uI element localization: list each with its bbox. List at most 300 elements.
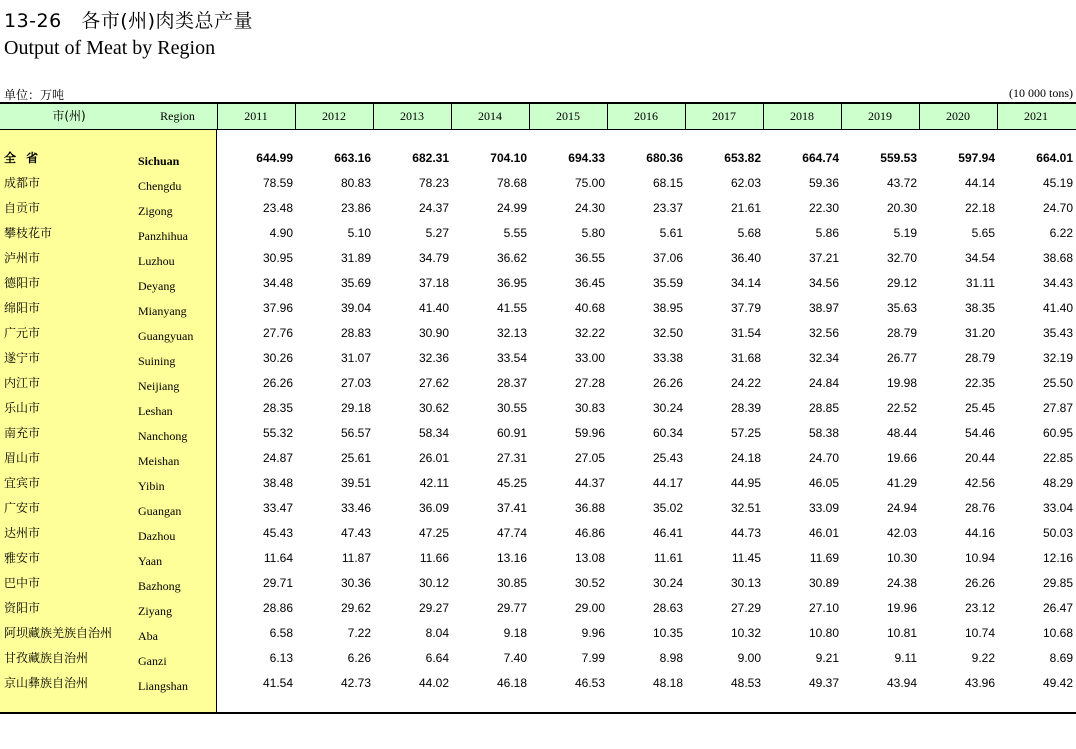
value-cell-2014: 46.18 [496,676,527,690]
value-cell-2019: 24.38 [886,576,917,590]
table-row-total [0,146,1076,171]
value-cell-2020: 31.20 [964,326,995,340]
value-cell-2017: 24.22 [730,376,761,390]
value-cell-2021: 60.95 [1042,426,1073,440]
value-cell-2017: 27.29 [730,601,761,615]
header-year-2020: 2020 [946,109,970,123]
value-cell-2013: 36.09 [418,501,449,515]
value-cell-2013: 41.40 [418,301,449,315]
value-cell-2011: 6.13 [269,651,293,665]
value-cell-2015: 24.30 [574,201,605,215]
value-cell-2018: 11.69 [809,551,839,565]
value-cell-2018: 37.21 [808,251,839,265]
value-cell-2014: 24.99 [496,201,527,215]
value-cell-2021: 48.29 [1042,476,1073,490]
value-cell-2014: 28.37 [496,376,527,390]
header-year-2017: 2017 [712,109,736,123]
region-name-cn: 南充市 [4,426,41,440]
value-cell-2017: 31.68 [730,351,761,365]
value-cell-2017: 10.32 [730,626,761,640]
value-cell-2011: 38.48 [262,476,293,490]
value-cell-2020: 44.16 [964,526,995,540]
value-cell-2012: 663.16 [334,151,371,165]
value-cell-2015: 36.88 [574,501,605,515]
value-cell-2013: 78.23 [418,176,449,190]
value-cell-2017: 28.39 [730,401,761,415]
value-cell-2013: 27.62 [418,376,449,390]
value-cell-2019: 5.19 [893,226,917,240]
value-cell-2018: 9.21 [815,651,839,665]
value-cell-2020: 54.46 [964,426,995,440]
value-cell-2015: 7.99 [581,651,605,665]
value-cell-2021: 32.19 [1042,351,1073,365]
region-name-cn: 资阳市 [4,601,41,615]
region-name-en: Chengdu [138,179,182,193]
value-cell-2011: 37.96 [262,301,293,315]
value-cell-2013: 37.18 [418,276,449,290]
value-cell-2015: 59.96 [574,426,605,440]
value-cell-2011: 27.76 [262,326,293,340]
table-row [0,446,1076,471]
value-cell-2019: 42.03 [886,526,917,540]
value-cell-2017: 32.51 [730,501,761,515]
value-cell-2014: 13.16 [496,551,527,565]
value-cell-2016: 30.24 [652,401,683,415]
value-cell-2011: 30.26 [262,351,293,365]
value-cell-2014: 30.55 [496,401,527,415]
value-cell-2019: 35.63 [886,301,917,315]
value-cell-2017: 48.53 [730,676,761,690]
value-cell-2015: 13.08 [574,551,605,565]
value-cell-2012: 39.51 [340,476,371,490]
region-name-en: Mianyang [138,304,187,318]
value-cell-2020: 9.22 [971,651,995,665]
value-cell-2015: 27.28 [574,376,605,390]
value-cell-2017: 36.40 [730,251,761,265]
region-name-cn: 遂宁市 [4,351,41,365]
region-name-en: Dazhou [138,529,176,543]
value-cell-2013: 11.66 [419,551,449,565]
value-cell-2012: 42.73 [340,676,371,690]
value-cell-2021: 33.04 [1042,501,1073,515]
value-cell-2017: 31.54 [730,326,761,340]
region-name-en: Sichuan [138,154,180,168]
value-cell-2018: 32.34 [808,351,839,365]
value-cell-2019: 10.81 [886,626,917,640]
value-cell-2012: 31.89 [340,251,371,265]
table-row [0,296,1076,321]
region-name-cn: 京山彝族自治州 [4,676,89,690]
value-cell-2013: 34.79 [418,251,449,265]
value-cell-2020: 10.94 [964,551,995,565]
header-year-2021: 2021 [1024,109,1048,123]
region-name-en: Zigong [138,204,173,218]
value-cell-2018: 58.38 [808,426,839,440]
value-cell-2014: 47.74 [496,526,527,540]
value-cell-2019: 22.52 [886,401,917,415]
value-cell-2018: 34.56 [808,276,839,290]
value-cell-2014: 78.68 [496,176,527,190]
table-row [0,221,1076,246]
table-row [0,621,1076,646]
value-cell-2011: 26.26 [262,376,293,390]
value-cell-2015: 9.96 [581,626,605,640]
value-cell-2016: 37.06 [652,251,683,265]
value-cell-2014: 45.25 [496,476,527,490]
value-cell-2012: 29.62 [340,601,371,615]
region-name-en: Guangan [138,504,182,518]
value-cell-2017: 24.18 [730,451,761,465]
value-cell-2013: 30.62 [418,401,449,415]
value-cell-2018: 59.36 [808,176,839,190]
value-cell-2016: 8.98 [659,651,683,665]
value-cell-2013: 29.27 [418,601,449,615]
value-cell-2015: 5.80 [581,226,605,240]
table-row [0,496,1076,521]
value-cell-2021: 34.43 [1042,276,1073,290]
page-title: 13-26 各市(州)肉类总产量 [4,10,254,32]
region-name-cn: 广元市 [4,326,41,340]
value-cell-2019: 19.66 [886,451,917,465]
region-name-en: Ganzi [138,654,167,668]
value-cell-2018: 32.56 [808,326,839,340]
value-cell-2016: 46.41 [652,526,683,540]
value-cell-2013: 6.64 [425,651,449,665]
value-cell-2020: 44.14 [964,176,995,190]
value-cell-2011: 29.71 [262,576,293,590]
table-row [0,571,1076,596]
table-row [0,196,1076,221]
value-cell-2014: 36.95 [496,276,527,290]
unit-label-en: (10 000 tons) [1009,86,1073,100]
value-cell-2011: 23.48 [262,201,293,215]
table-row [0,421,1076,446]
value-cell-2021: 22.85 [1042,451,1073,465]
value-cell-2015: 75.00 [574,176,605,190]
header-year-2013: 2013 [400,109,424,123]
table-row [0,646,1076,671]
value-cell-2016: 28.63 [652,601,683,615]
value-cell-2015: 694.33 [568,151,605,165]
value-cell-2013: 682.31 [412,151,449,165]
value-cell-2013: 24.37 [418,201,449,215]
region-name-en: Yaan [138,554,163,568]
value-cell-2011: 30.95 [262,251,293,265]
value-cell-2012: 80.83 [340,176,371,190]
value-cell-2016: 33.38 [652,351,683,365]
value-cell-2014: 7.40 [503,651,527,665]
value-cell-2021: 41.40 [1042,301,1073,315]
value-cell-2013: 8.04 [425,626,449,640]
value-cell-2016: 11.61 [653,551,683,565]
value-cell-2017: 653.82 [724,151,761,165]
value-cell-2019: 43.94 [886,676,917,690]
value-cell-2021: 8.69 [1049,651,1073,665]
region-name-cn: 达州市 [4,526,41,540]
value-cell-2018: 664.74 [802,151,839,165]
value-cell-2015: 40.68 [574,301,605,315]
header-year-2015: 2015 [556,109,580,123]
table-row [0,596,1076,621]
value-cell-2016: 10.35 [652,626,683,640]
value-cell-2013: 47.25 [418,526,449,540]
value-cell-2020: 43.96 [964,676,995,690]
header-year-2016: 2016 [634,109,658,123]
value-cell-2017: 57.25 [730,426,761,440]
header-year-2011: 2011 [244,109,268,123]
value-cell-2020: 5.65 [971,226,995,240]
value-cell-2016: 23.37 [652,201,683,215]
region-name-cn: 雅安市 [4,551,41,565]
value-cell-2015: 33.00 [574,351,605,365]
value-cell-2011: 4.90 [269,226,293,240]
region-name-cn: 眉山市 [4,451,41,465]
region-name-en: Ziyang [138,604,172,618]
table-row [0,171,1076,196]
value-cell-2014: 37.41 [496,501,527,515]
value-cell-2012: 25.61 [340,451,371,465]
value-cell-2013: 30.90 [418,326,449,340]
value-cell-2017: 34.14 [730,276,761,290]
value-cell-2020: 28.79 [964,351,995,365]
value-cell-2011: 28.35 [262,401,293,415]
region-name-cn: 广安市 [4,501,41,515]
value-cell-2014: 36.62 [496,251,527,265]
value-cell-2013: 5.27 [425,226,449,240]
header-year-2014: 2014 [478,109,502,123]
value-cell-2015: 32.22 [574,326,605,340]
value-cell-2021: 10.68 [1042,626,1073,640]
value-cell-2021: 45.19 [1042,176,1073,190]
region-name-cn: 乐山市 [4,401,41,415]
value-cell-2011: 6.58 [269,626,293,640]
region-name-en: Bazhong [138,579,181,593]
value-cell-2019: 32.70 [886,251,917,265]
value-cell-2018: 27.10 [808,601,839,615]
value-cell-2012: 29.18 [340,401,371,415]
region-name-en: Nanchong [138,429,188,443]
value-cell-2020: 31.11 [965,276,995,290]
value-cell-2021: 26.47 [1042,601,1073,615]
value-cell-2019: 28.79 [886,326,917,340]
value-cell-2016: 60.34 [652,426,683,440]
value-cell-2021: 35.43 [1042,326,1073,340]
value-cell-2012: 27.03 [340,376,371,390]
value-cell-2014: 30.85 [496,576,527,590]
value-cell-2019: 48.44 [886,426,917,440]
value-cell-2012: 28.83 [340,326,371,340]
value-cell-2016: 680.36 [646,151,683,165]
value-cell-2019: 10.30 [886,551,917,565]
value-cell-2020: 38.35 [964,301,995,315]
value-cell-2021: 25.50 [1042,376,1073,390]
value-cell-2011: 28.86 [262,601,293,615]
region-name-en: Leshan [138,404,173,418]
region-name-en: Yibin [138,479,165,493]
value-cell-2013: 32.36 [418,351,449,365]
region-name-cn: 内江市 [4,376,41,390]
table-row [0,521,1076,546]
value-cell-2011: 45.43 [262,526,293,540]
value-cell-2015: 27.05 [574,451,605,465]
value-cell-2013: 30.12 [418,576,449,590]
value-cell-2016: 32.50 [652,326,683,340]
value-cell-2012: 31.07 [340,351,371,365]
value-cell-2016: 30.24 [652,576,683,590]
value-cell-2021: 29.85 [1042,576,1073,590]
region-name-cn: 甘孜藏族自治州 [4,651,89,665]
value-cell-2021: 38.68 [1042,251,1073,265]
value-cell-2016: 48.18 [652,676,683,690]
value-cell-2020: 22.35 [964,376,995,390]
region-name-cn: 攀枝花市 [4,226,53,240]
region-name-cn: 自贡市 [4,201,41,215]
value-cell-2018: 46.01 [808,526,839,540]
value-cell-2018: 28.85 [808,401,839,415]
value-cell-2021: 24.70 [1042,201,1073,215]
value-cell-2017: 11.45 [731,551,761,565]
value-cell-2019: 20.30 [886,201,917,215]
region-name-cn: 全 省 [4,151,42,165]
table-row [0,271,1076,296]
value-cell-2018: 24.84 [808,376,839,390]
table-row [0,546,1076,571]
table-row [0,371,1076,396]
value-cell-2018: 46.05 [808,476,839,490]
value-cell-2021: 12.16 [1042,551,1073,565]
value-cell-2012: 47.43 [340,526,371,540]
region-name-cn: 阿坝藏族羌族自治州 [4,626,113,640]
value-cell-2018: 10.80 [808,626,839,640]
value-cell-2012: 11.87 [341,551,371,565]
value-cell-2016: 68.15 [652,176,683,190]
region-name-en: Suining [138,354,176,368]
value-cell-2020: 597.94 [958,151,995,165]
value-cell-2017: 37.79 [730,301,761,315]
value-cell-2014: 29.77 [496,601,527,615]
page-subtitle: Output of Meat by Region [4,37,216,59]
value-cell-2017: 9.00 [737,651,761,665]
value-cell-2011: 11.64 [263,551,293,565]
value-cell-2012: 39.04 [340,301,371,315]
value-cell-2020: 34.54 [964,251,995,265]
value-cell-2017: 44.95 [730,476,761,490]
value-cell-2021: 27.87 [1042,401,1073,415]
value-cell-2015: 29.00 [574,601,605,615]
value-cell-2011: 33.47 [262,501,293,515]
table-row [0,671,1076,696]
value-cell-2018: 49.37 [808,676,839,690]
region-name-en: Neijiang [138,379,180,393]
region-name-en: Meishan [138,454,180,468]
table-row [0,321,1076,346]
region-name-en: Deyang [138,279,176,293]
value-cell-2012: 23.86 [340,201,371,215]
region-name-en: Liangshan [138,679,188,693]
value-cell-2012: 5.10 [347,226,371,240]
value-cell-2012: 6.26 [347,651,371,665]
value-cell-2021: 6.22 [1049,226,1073,240]
table-row [0,396,1076,421]
header-year-2012: 2012 [322,109,346,123]
value-cell-2018: 5.86 [815,226,839,240]
table-header [0,104,1076,130]
value-cell-2020: 25.45 [964,401,995,415]
table-bottom-rule [0,712,1076,714]
header-city: 市(州) [52,109,86,123]
header-year-2019: 2019 [868,109,892,123]
header-year-2018: 2018 [790,109,814,123]
value-cell-2014: 27.31 [496,451,527,465]
value-cell-2019: 24.94 [886,501,917,515]
value-cell-2019: 43.72 [886,176,917,190]
region-name-en: Panzhihua [138,229,188,243]
value-cell-2017: 5.68 [737,226,761,240]
value-cell-2017: 44.73 [730,526,761,540]
value-cell-2016: 35.02 [652,501,683,515]
value-cell-2014: 41.55 [496,301,527,315]
value-cell-2012: 33.46 [340,501,371,515]
region-name-cn: 绵阳市 [4,301,41,315]
value-cell-2015: 44.37 [574,476,605,490]
region-name-en: Aba [138,629,158,643]
value-cell-2014: 60.91 [496,426,527,440]
value-cell-2020: 10.74 [964,626,995,640]
value-cell-2021: 50.03 [1042,526,1073,540]
value-cell-2011: 24.87 [262,451,293,465]
value-cell-2015: 30.52 [574,576,605,590]
region-name-cn: 巴中市 [4,576,41,590]
value-cell-2019: 559.53 [880,151,917,165]
value-cell-2019: 19.96 [886,601,917,615]
region-name-en: Luzhou [138,254,175,268]
value-cell-2018: 38.97 [808,301,839,315]
region-name-en: Guangyuan [138,329,194,343]
value-cell-2011: 78.59 [262,176,293,190]
value-cell-2015: 36.55 [574,251,605,265]
value-cell-2016: 44.17 [652,476,683,490]
value-cell-2020: 26.26 [964,576,995,590]
region-name-cn: 成都市 [4,176,41,190]
value-cell-2014: 9.18 [503,626,527,640]
value-cell-2012: 56.57 [340,426,371,440]
table-row [0,246,1076,271]
value-cell-2014: 704.10 [490,151,527,165]
value-cell-2019: 19.98 [886,376,917,390]
value-cell-2021: 664.01 [1036,151,1073,165]
value-cell-2020: 22.18 [964,201,995,215]
value-cell-2020: 20.44 [964,451,995,465]
value-cell-2015: 46.86 [574,526,605,540]
value-cell-2011: 34.48 [262,276,293,290]
value-cell-2012: 7.22 [347,626,371,640]
value-cell-2019: 9.11 [894,651,917,665]
value-cell-2016: 5.61 [659,226,683,240]
value-cell-2016: 25.43 [652,451,683,465]
value-cell-2019: 26.77 [886,351,917,365]
value-cell-2014: 5.55 [503,226,527,240]
value-cell-2018: 30.89 [808,576,839,590]
table-row [0,471,1076,496]
value-cell-2021: 49.42 [1042,676,1073,690]
value-cell-2015: 46.53 [574,676,605,690]
table-row [0,346,1076,371]
value-cell-2019: 41.29 [886,476,917,490]
region-name-cn: 宜宾市 [4,476,41,490]
value-cell-2017: 62.03 [730,176,761,190]
value-cell-2013: 42.11 [419,476,449,490]
value-cell-2020: 28.76 [964,501,995,515]
